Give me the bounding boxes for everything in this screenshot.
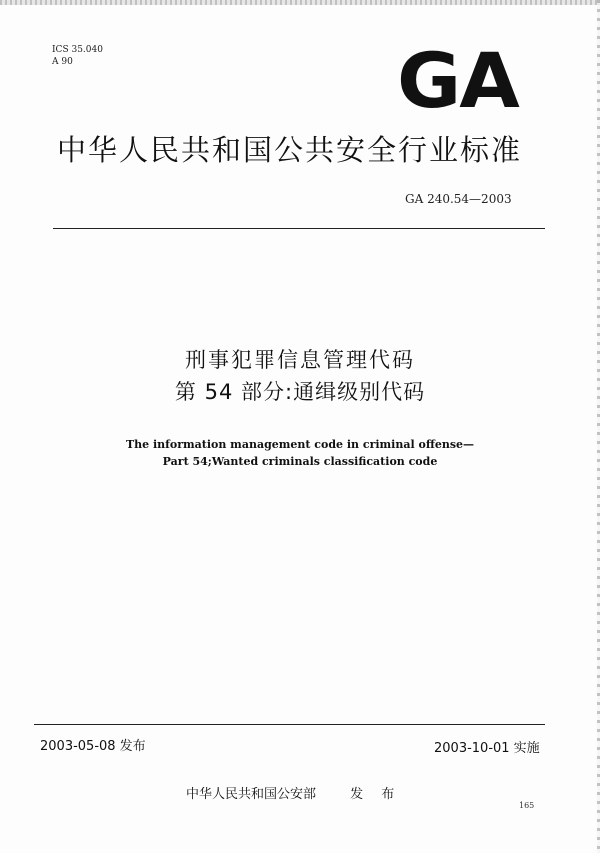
- issuer-line: [186, 783, 401, 802]
- standard-number: GA 240.54—2003: [405, 192, 512, 206]
- effective-date: 2003-10-01 实施: [434, 741, 540, 756]
- scan-edge-top: [0, 0, 600, 5]
- issuer: 中华人民共和国公安部: [186, 787, 317, 802]
- publish-label: 发 布: [350, 787, 402, 802]
- issue-date: 2003-05-08 发布: [40, 739, 146, 754]
- chinese-title-line-2: 第 54 部分:通缉级别代码: [174, 380, 426, 404]
- date-divider: [34, 724, 545, 725]
- english-title-line-2: Part 54;Wanted criminals classification code: [162, 455, 438, 468]
- standard-organization: 中华人民共和国公共安全行业标准: [57, 133, 523, 167]
- classification-codes: [52, 44, 103, 68]
- english-title: [100, 436, 500, 470]
- english-title-line-1: The information management code in criminal offense—: [125, 438, 475, 451]
- a-code: A 90: [52, 57, 73, 67]
- standard-mark: GA: [397, 36, 518, 125]
- header-divider: [53, 228, 545, 229]
- page-number: 165: [519, 801, 535, 810]
- ics-code: ICS 35.040: [52, 45, 103, 55]
- chinese-title: [100, 344, 500, 408]
- chinese-title-line-1: 刑事犯罪信息管理代码: [185, 348, 415, 372]
